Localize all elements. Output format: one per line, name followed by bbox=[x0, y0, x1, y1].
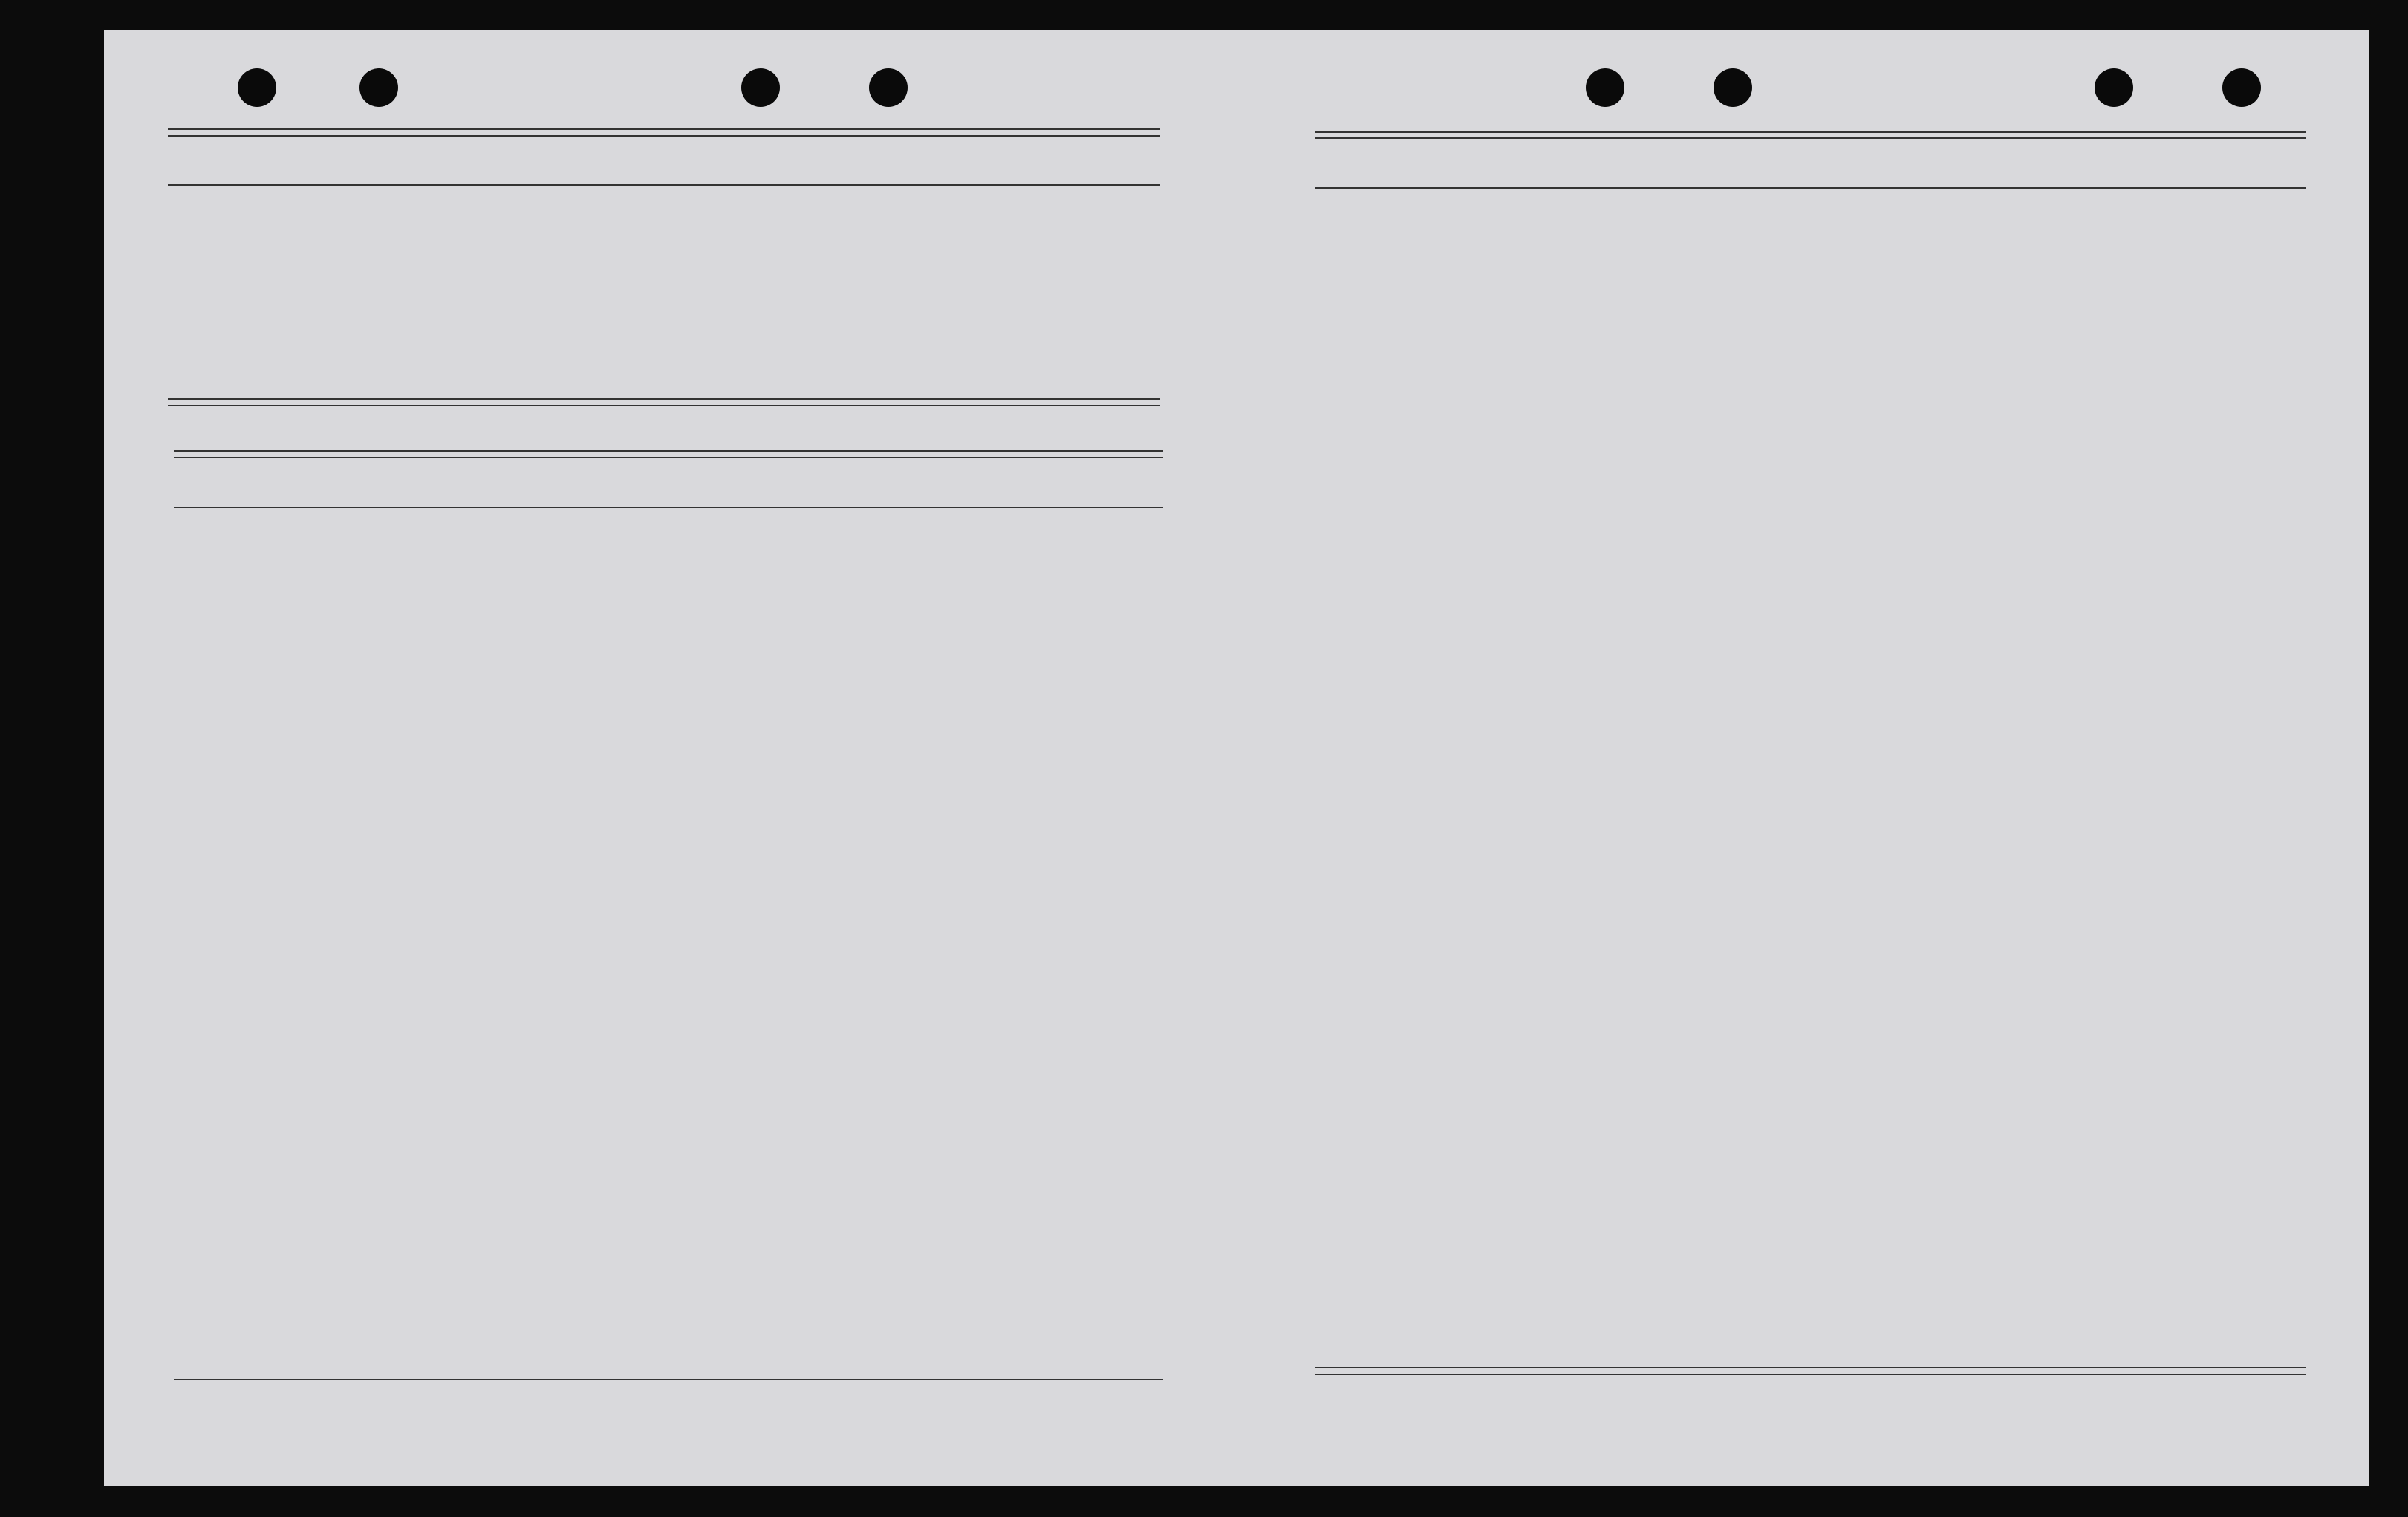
table-top-rule bbox=[168, 128, 1160, 130]
table-bottom-rule bbox=[168, 398, 1160, 400]
header-bottom-rule bbox=[1315, 187, 2306, 189]
document-sheet bbox=[104, 30, 2369, 1486]
table-top-rule bbox=[1315, 137, 2306, 139]
table-bottom-rule bbox=[1315, 1374, 2306, 1375]
right-page bbox=[1237, 30, 2369, 1486]
table-top-rule bbox=[174, 457, 1163, 458]
table-top-rule bbox=[174, 450, 1163, 452]
table-bottom-rule bbox=[174, 1379, 1163, 1380]
table-top-rule bbox=[168, 135, 1160, 137]
table-top-rule bbox=[1315, 131, 2306, 133]
table-bottom-rule bbox=[1315, 1367, 2306, 1368]
header-bottom-rule bbox=[168, 184, 1160, 186]
left-page bbox=[104, 30, 1237, 1486]
table-bottom-rule bbox=[168, 405, 1160, 406]
header-bottom-rule bbox=[174, 507, 1163, 508]
